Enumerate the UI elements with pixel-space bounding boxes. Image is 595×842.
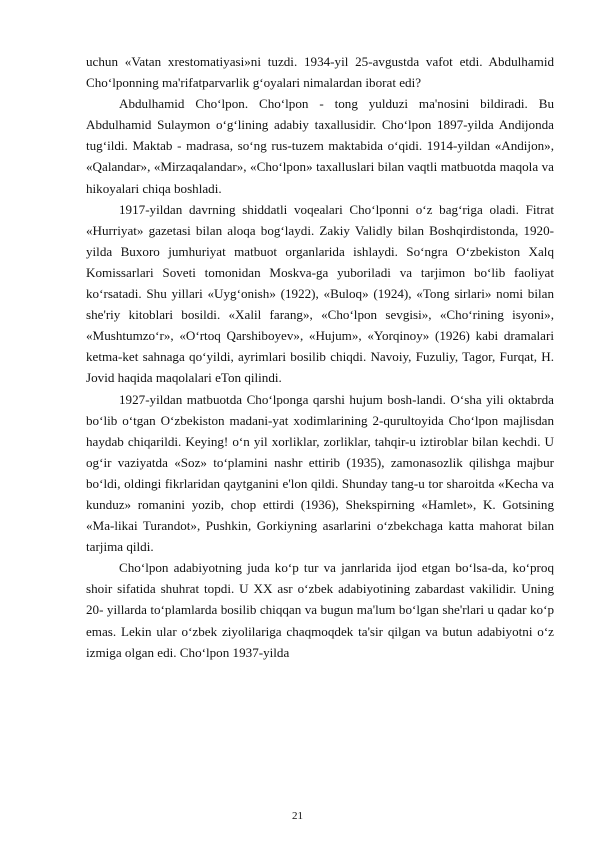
paragraph-1917: 1917-yildan davrning shiddatli voqealari Cho‘lponni o‘z bag‘riga oladi. Fitrat «Hurriyat» gazetasi bilan aloqa bog‘laydi. Zakiy Validly bilan Boshqirdistonda, 1920-yilda Buxoro jumhuriyat matbuot organlarida ishlaydi. So‘ngra O‘zbekiston Xalq Komissarlari Soveti tomonidan Moskva-ga yuboriladi va tarjimon bo‘lib faoliyat ko‘rsatadi. Shu yillari «Uyg‘onish» (1922), «Buloq» (1924), «Tong sirlari» nomi bilan she'riy kitoblari bosildi. «Xalil farang», «Cho‘lpon sevgisi», «Cho‘rining isyoni», «Mushtumzo‘r», «O‘rtoq Qarshiboyev», «Hujum», «Yorqinoy» (1926) kabi dramalari ketma-ket sahnaga qo‘yildi, ayrimlari bosilib chiqdi. Navoiy, Fuzuliy, Tagor, Furqat, H. Jovid haqida maqolalari eTon qilindi.: [86, 201, 554, 386]
page-number: 21: [292, 810, 303, 822]
paragraph-continued: uchun «Vatan xrestomatiyasi»ni tuzdi. 1934-yil 25-avgustda vafot etdi. Abdulhamid Cho‘lponning ma'rifatparvarlik g‘oyalari nimalardan iborat edi?: [86, 54, 554, 91]
document-body: [86, 51, 554, 663]
paragraph-cholpon-intro: Abdulhamid Cho‘lpon. Cho‘lpon - tong yulduzi ma'nosini bildiradi. Bu Abdulhamid Sulaymon o‘g‘lining adabiy taxallusidir. Cho‘lpon 1897-yilda Andijonda tug‘ildi. Maktab - madrasa, so‘ng rus-tuzem maktabida o‘qidi. 1914-yildan «Andijon», «Qalandar», «Mirzaqalandar», «Cho‘lpon» taxalluslari bilan vaqtli matbuotda maqola va hikoyalari chiqa boshladi.: [86, 96, 554, 196]
paragraph-poet: Cho‘lpon adabiyotning juda ko‘p tur va janrlarida ijod etgan bo‘lsa-da, ko‘proq shoir sifatida shuhrat topdi. U XX asr o‘zbek adabiyotining zabardast vakilidir. Uning 20- yillarda to‘plamlarda bosilib chiqqan va bugun ma'lum bo‘lgan she'rlari u qadar ko‘p emas. Lekin ular o‘zbek ziyolilariga chaqmoqdek ta'sir qilgan va butun adabiyotni o‘z izmiga olgan edi. Cho‘lpon 1937-yilda: [86, 560, 554, 660]
paragraph-1927: 1927-yildan matbuotda Cho‘lponga qarshi hujum bosh-landi. O‘sha yili oktabrda bo‘lib o‘tgan O‘zbekiston madani-yat xodimlarining 2-qurultoyida Cho‘lpon majlisdan haydab chiqarildi. Keying! o‘n yil xorliklar, zorliklar, tahqir-u iztiroblar bilan kechdi. U og‘ir vaziyatda «Soz» to‘plamini nashr ettirib (1935), zamonasozlik qilishga majbur bo‘ldi, oldingi fikrlaridan qaytganini e'lon qildi. Shunday tang-u tor sharoitda «Kecha va kunduz» romanini yozib, chop ettirdi (1936), Shekspirning «Hamlet», K. Gotsining «Ma-likai Turandot», Pushkin, Gorkiyning asarlarini o‘zbekchaga katta mahorat bilan tarjima qildi.: [86, 391, 554, 555]
